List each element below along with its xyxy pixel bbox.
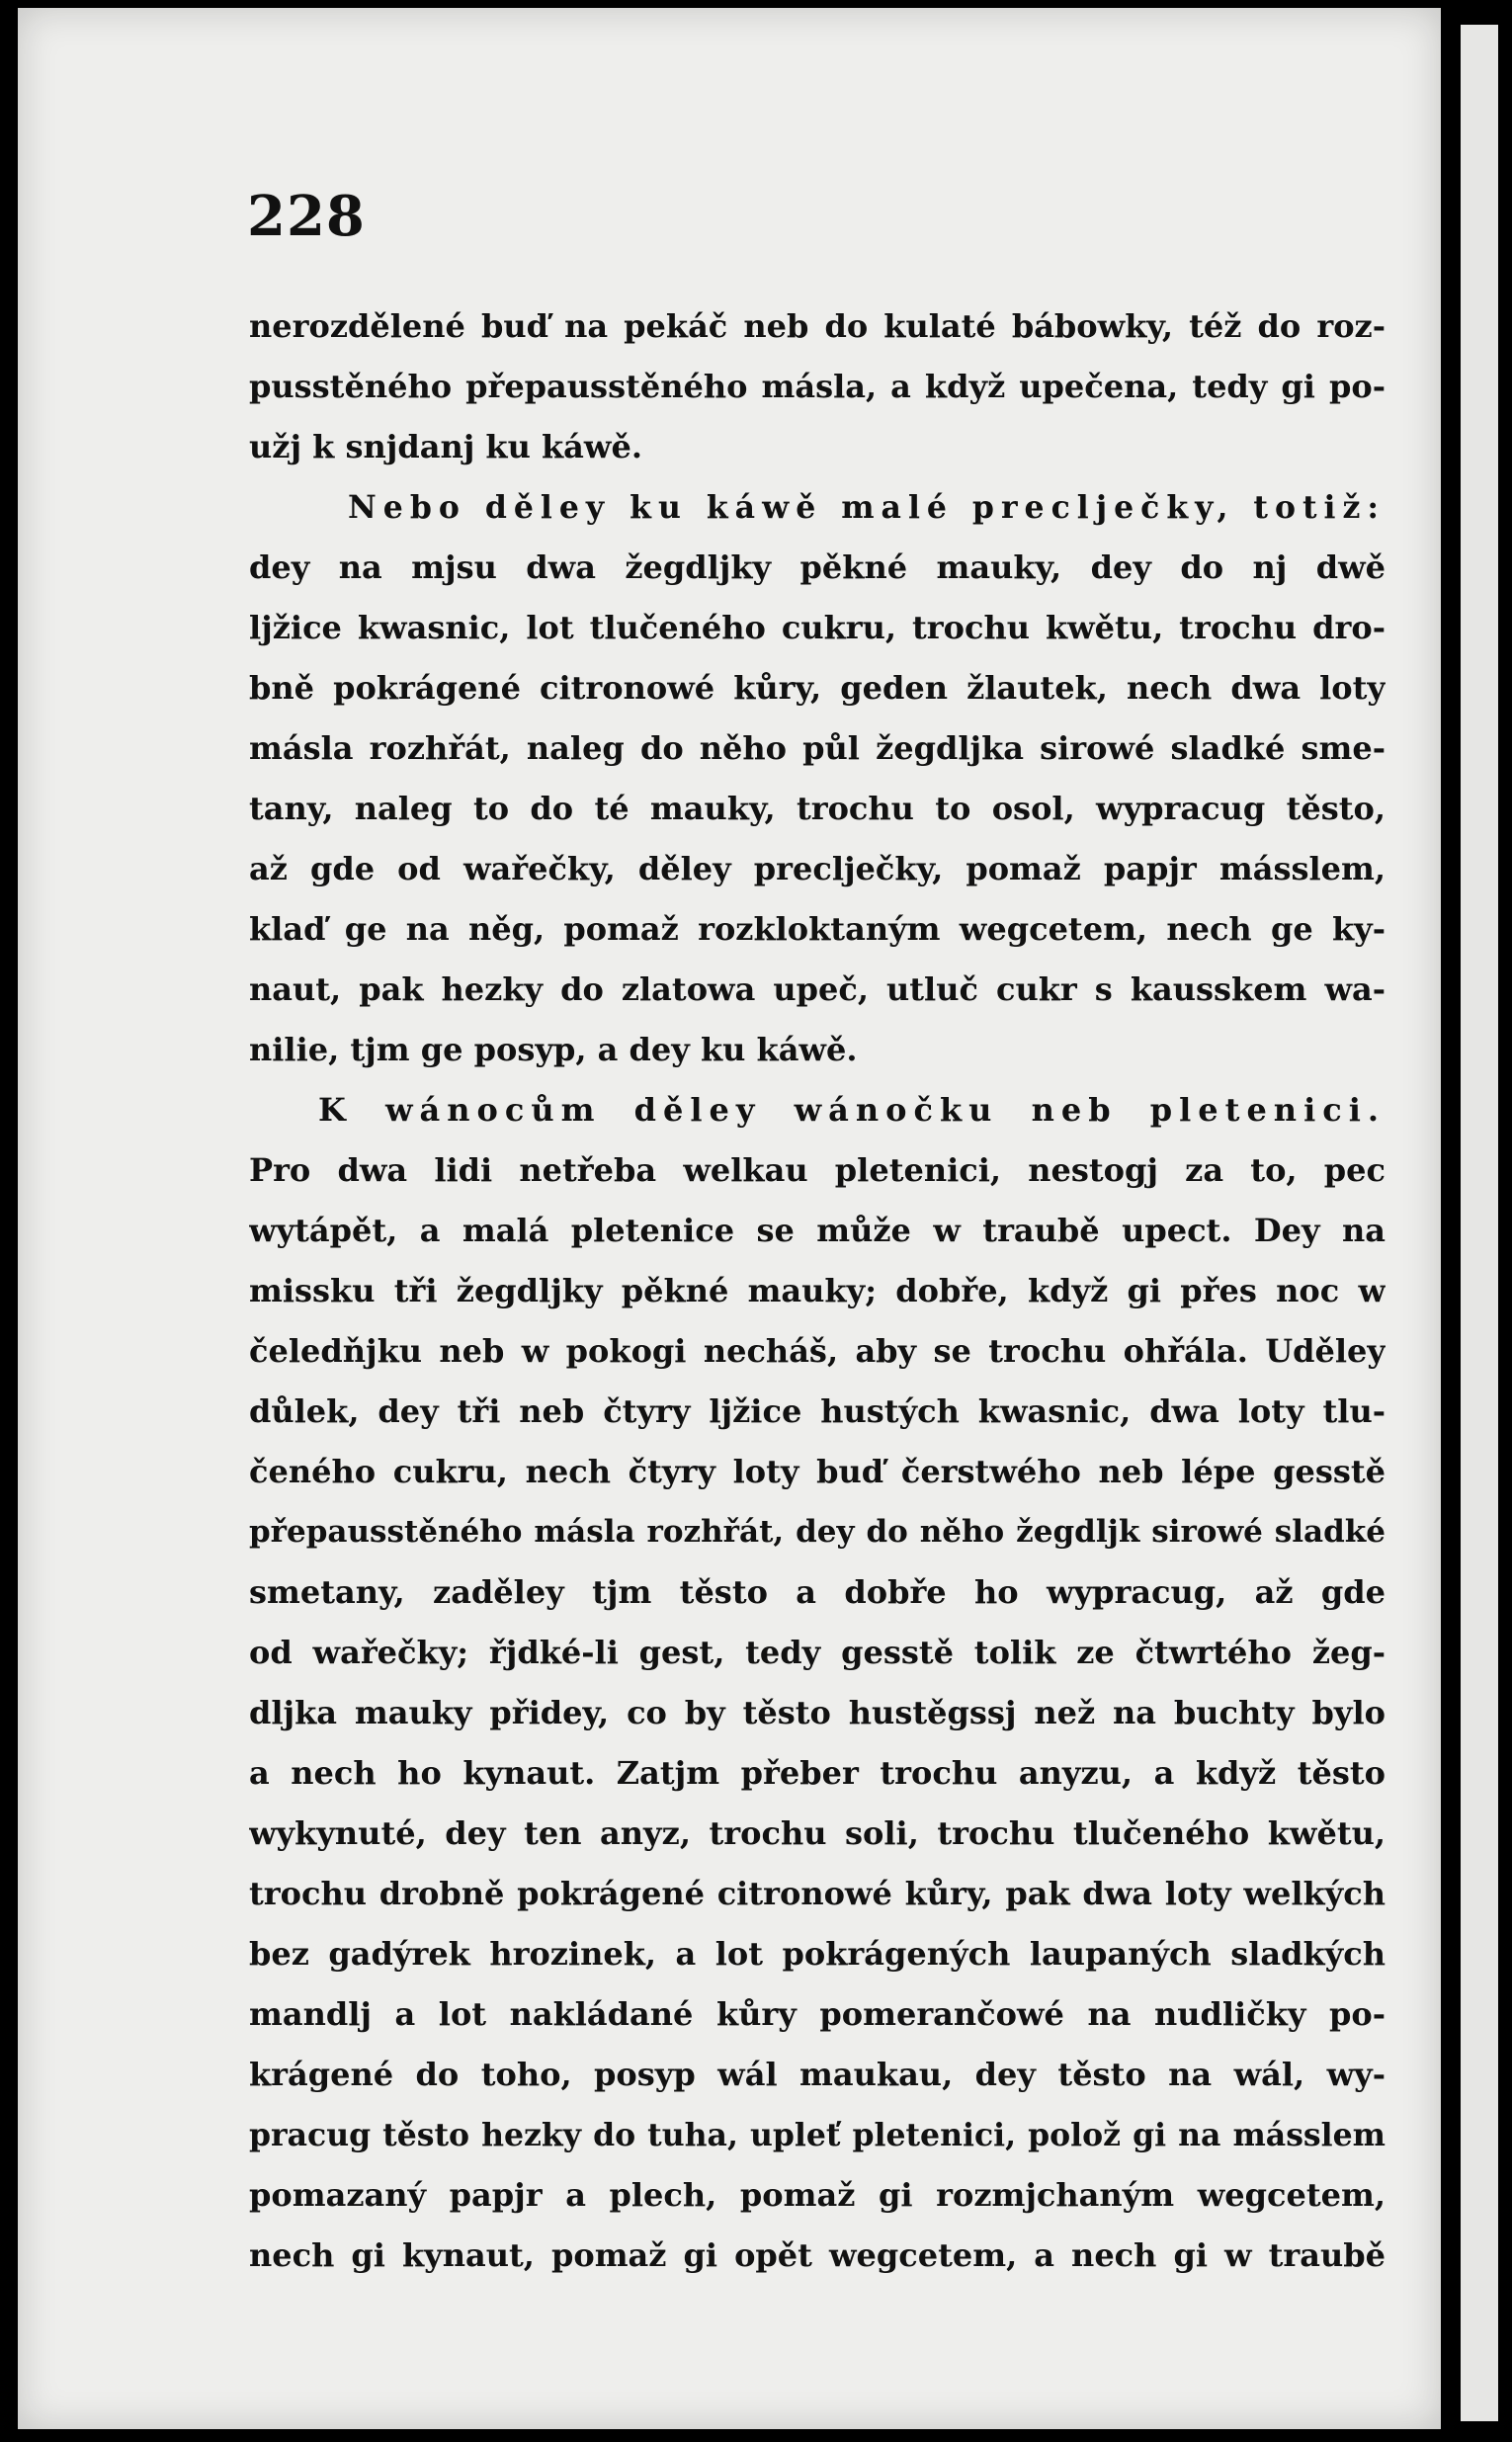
text-line: krágené do toho, posyp wál maukau, dey těsto na wál, wy- xyxy=(249,2056,1386,2093)
text-line: missku tři žegdljky pěkné mauky; dobře, když gi přes noc w xyxy=(249,1272,1386,1309)
text-line: a nech ho kynaut. Zatjm přeber trochu anyzu, a když těsto xyxy=(249,1754,1386,1792)
text-line: dey na mjsu dwa žegdljky pěkné mauky, dey do nj dwě xyxy=(249,548,1386,586)
text-line: ljžice kwasnic, lot tlučeného cukru, trochu kwětu, trochu dro- xyxy=(249,609,1386,646)
text-line: důlek, dey tři neb čtyry ljžice hustých kwasnic, dwa loty tlu- xyxy=(249,1392,1386,1430)
text-line: trochu drobně pokrágené citronowé kůry, pak dwa loty welkých xyxy=(249,1875,1386,1912)
page-text xyxy=(249,296,1386,2286)
text-line: naut, pak hezky do zlatowa upeč, utluč cukr s kausskem wa- xyxy=(249,970,1386,1008)
text-line: čeného cukru, nech čtyry loty buď čerstwého neb lépe gesstě xyxy=(249,1453,1386,1490)
text-line: přepausstěného másla rozhřát, dey do něho žegdljk sirowé sladké xyxy=(249,1514,1386,1550)
text-line: smetany, zaděley tjm těsto a dobře ho wypracug, až gde xyxy=(249,1573,1386,1611)
page-number: 228 xyxy=(247,184,366,249)
text-line: wykynuté, dey ten anyz, trochu soli, trochu tlučeného kwětu, xyxy=(249,1814,1386,1852)
text-line: pomazaný papjr a plech, pomaž gi rozmjchaným wegcetem, xyxy=(249,2176,1386,2214)
text-line: dljka mauky přidey, co by těsto hustěgssj než na buchty bylo xyxy=(249,1694,1386,1731)
text-line: bně pokrágené citronowé kůry, geden žlautek, nech dwa loty xyxy=(249,669,1386,707)
text-line: čeledňjku neb w pokogi necháš, aby se trochu ohřála. Uděley xyxy=(249,1332,1386,1370)
text-line: mandlj a lot nakládané kůry pomerančowé na nudličky po- xyxy=(249,1995,1386,2033)
recipe-heading: Nebo děley ku káwě malé preclječky, totiž: xyxy=(348,489,1386,526)
text-line: pracug těsto hezky do tuha, upleť pletenici, polož gi na másslem xyxy=(249,2117,1386,2153)
text-line: užj k snjdanj ku káwě. xyxy=(249,428,642,465)
text-line: tany, naleg to do té mauky, trochu to osol, wypracug těsto, xyxy=(249,790,1386,827)
text-line: klaď ge na něg, pomaž rozkloktaným wegcetem, nech ge ky- xyxy=(249,910,1386,948)
text-line: až gde od wařečky, děley preclječky, pomaž papjr másslem, xyxy=(249,850,1386,887)
next-page-edge xyxy=(1461,25,1498,2421)
recipe-heading: K wánocům děley wánočku neb pletenici. xyxy=(318,1091,1386,1129)
text-line: Pro dwa lidi netřeba welkau pletenici, nestogj za to, pec xyxy=(249,1151,1386,1189)
text-line: nilie, tjm ge posyp, a dey ku káwě. xyxy=(249,1031,858,1068)
text-line: másla rozhřát, naleg do něho půl žegdljka sirowé sladké sme- xyxy=(249,729,1386,767)
text-line: bez gadýrek hrozinek, a lot pokrágených laupaných sladkých xyxy=(249,1935,1386,1973)
text-line: nech gi kynaut, pomaž gi opět wegcetem, a nech gi w traubě xyxy=(249,2236,1386,2274)
text-line: pusstěného přepausstěného másla, a když upečena, tedy gi po- xyxy=(249,368,1386,405)
text-line: od wařečky; řjdké-li gest, tedy gesstě tolik ze čtwrtého žeg- xyxy=(249,1634,1386,1671)
text-line: wytápět, a malá pletenice se může w traubě upect. Dey na xyxy=(249,1212,1386,1249)
text-line: nerozdělené buď na pekáč neb do kulaté bábowky, též do roz- xyxy=(249,307,1386,345)
